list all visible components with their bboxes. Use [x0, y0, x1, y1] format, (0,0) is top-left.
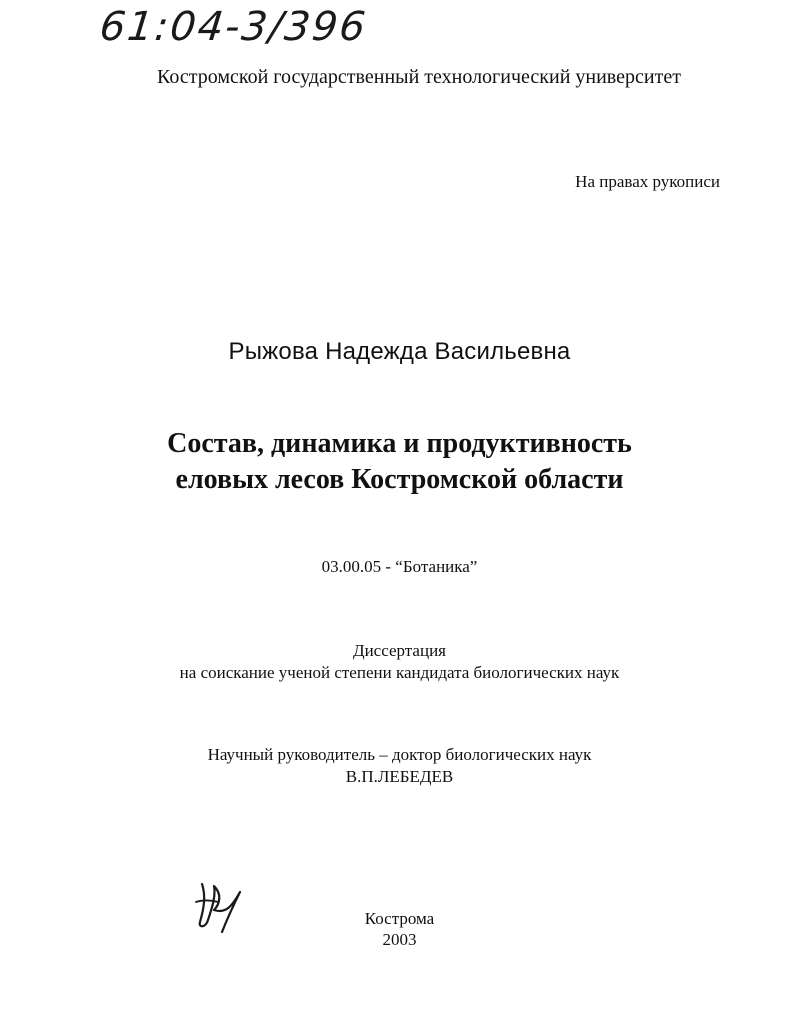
- place-and-year: [0, 908, 799, 950]
- year: 2003: [382, 930, 417, 949]
- dissertation-description: [0, 640, 799, 684]
- advisor-title: Научный руководитель – доктор биологических наук: [207, 745, 592, 764]
- author-name: Рыжова Надежда Васильевна: [228, 338, 571, 365]
- degree-line: на соискание ученой степени кандидата биологических наук: [179, 663, 620, 682]
- city: Кострома: [364, 909, 435, 928]
- specialty-code: 03.00.05 - “Ботаника”: [321, 557, 478, 576]
- dissertation-label: Диссертация: [352, 641, 446, 660]
- advisor-block: [0, 744, 799, 788]
- title-line-1: Состав, динамика и продуктивность: [167, 428, 632, 459]
- title-line-2: еловых лесов Костромской области: [175, 464, 624, 495]
- dissertation-title: [0, 426, 799, 498]
- university-name: Костромской государственный технологический университет: [157, 66, 681, 88]
- handwritten-archive-number: 61:04-3/396: [97, 4, 370, 50]
- rights-note: На правах рукописи: [575, 172, 720, 191]
- advisor-name: В.П.ЛЕБЕДЕВ: [345, 767, 454, 786]
